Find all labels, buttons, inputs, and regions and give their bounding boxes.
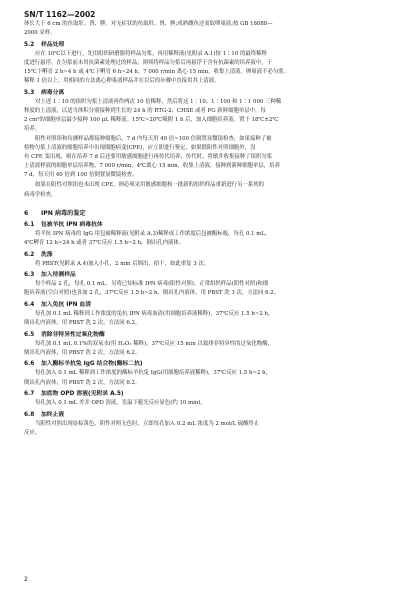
section-title: 消除非特异性过氧化物酶 — [41, 331, 105, 338]
paragraph-line: 对上述 1∶10 的组织匀浆上清液再作两次 10 倍稀释，然后将这 1∶10、1∶100 和 1∶1 000 三种稀 — [35, 98, 282, 105]
paragraph-line: 将 PBST(见附录 A.4)加入小孔，2 min 后倒出，拍干，如此重复 3 次。 — [35, 260, 210, 267]
section-title: 加底物 OPD 溶液(见附录 A.5) — [41, 391, 124, 398]
paragraph-line: 如果在阳性对照组也未出现 CPE，则必须采用敏感细胞和一批新的组织样品重新进行另一系列的 — [35, 182, 265, 189]
section-title: 洗涤 — [41, 251, 53, 258]
paragraph-line: 4℃孵育 12 h~24 h 或者 37℃反应 1.5 h~2 h，倒出孔内液体。 — [24, 240, 185, 247]
section-title: 加入免抗 IPN 血清 — [41, 302, 92, 309]
paragraph-line: 每孔加入 0.1 mL 差并 OPD 溶液，室温下避光反应显色(约 10 min)。 — [35, 400, 206, 407]
chapter-heading-6 — [24, 209, 388, 219]
paragraph-line: 倒出孔内液体，用 PBST 洗 2 次，方法同 6.2。 — [24, 320, 141, 327]
paragraph-line: 有 CPE 变出现，则在培养 7 d 后还要用敏感细胞进行再传代培养，传代时，将敏井收集接种了组织匀浆 — [24, 154, 273, 161]
paragraph-line: 将羊抗 IPN 病毒的 IgG 用包被稀释液(见附录 A.3)稀释成工作浓度后包被酶标板，每孔 0.1 mL， — [35, 231, 271, 238]
section-heading-6-1 — [24, 221, 388, 230]
section-number: 6.7 — [24, 391, 35, 398]
section-title: 加入待测样品 — [41, 272, 76, 279]
paragraph-line: 稀释 1 倍以上。用相同的方法离心卵巢液样品并在以后的步骤中直接用其上清液。 — [24, 77, 220, 84]
section-title: 样品处理 — [41, 41, 65, 48]
paragraph-line: 培养。 — [24, 125, 41, 132]
paragraph-line: 度进行悬浮。在匀浆前未用抗菌素处理过的样品，则须将样品匀浆后再悬浮于含有抗菌素的培养液中，于 — [24, 59, 272, 66]
section-number: 5.2 — [24, 41, 35, 48]
section-heading-5-3 — [24, 89, 388, 98]
paragraph-line: 应在 10℃以下进行。先用组织研磨器将样品匀浆。再用稀释液(见附录 A.1)按 1∶10 的最终稀释 — [35, 50, 267, 57]
paragraph-line: 阳性对照组和待测样品都接种细胞后，7 d 内每天用 40 倍~100 倍倒置显微镜检查，如果接种了被 — [35, 135, 272, 142]
running-header: SN/T 1162—2002 — [24, 10, 96, 19]
section-number: 6.6 — [24, 361, 35, 368]
chapter-title: IPN 病毒的鉴定 — [41, 209, 86, 217]
paragraph-line: 7 d，每天用 40 倍到 100 倍倒置显微镜检查。 — [24, 172, 138, 179]
section-title: 加入酶标羊抗兔 IgG 结合物(酶标二抗) — [41, 361, 143, 368]
section-heading-5-2 — [24, 41, 388, 50]
paragraph-line: 释度的上清液，以适当体积分别接种到生长的 24 h 的 RTG-2、CHSE 或者 PG 新鲜细胞单层中，每 — [24, 107, 266, 114]
section-number: 6.1 — [24, 222, 35, 229]
paragraph-line: 病毒学检查。 — [24, 191, 57, 198]
section-heading-6-5 — [24, 331, 388, 340]
intro-line-2: 2000 采样。 — [24, 30, 56, 37]
paragraph-line: 检物匀浆上清液的细胞培养中出现细胞病变(CPE)，应立即进行鉴定，如果除阳性对照细胞外，没 — [24, 145, 256, 152]
page-number: 2 — [24, 576, 28, 583]
section-title: 包被羊抗 IPN 病毒抗体 — [41, 222, 103, 229]
paragraph-line: 2 cm²的细胞单层最少接种 100 μL 稀释液。15℃~20℃吸附 1 h 后，加入细胞培养液。置于 18℃±2℃ — [24, 116, 279, 123]
paragraph-line: 每孔加 0.1 mL 稀释到工作浓度的兔抗 IPN 病毒血清(用细胞培养液稀释)，37℃反应 1.5 h~2 h， — [35, 311, 274, 318]
section-heading-6-7 — [24, 390, 388, 399]
section-heading-6-4 — [24, 301, 388, 310]
section-heading-6-6 — [24, 360, 388, 369]
paragraph-line: 倒出孔内液体，用 PBST 洗 2 次，方法同 6.2。 — [24, 349, 141, 356]
paragraph-line: 15℃下孵育 2 h~4 h 或 4℃下孵育 6 h~24 h。7 000 r/min 离心 15 min。收集上清液。卵巢液不必匀浆。 — [24, 68, 290, 75]
paragraph-line: 倒出孔内液体，用 PBST 洗 2 次，方法同 6.2。 — [24, 379, 141, 386]
paragraph-line: 每孔加 0.1 mL 0.1%的双氧水(用 H₂O₂ 稀释)，37℃反应 15 min 以致排非特异性的过氧化物酶， — [35, 340, 273, 347]
section-heading-6-3 — [24, 271, 388, 280]
section-title: 加终止液 — [41, 411, 65, 418]
paragraph-line: 胞培养液(空白对照)也各加 2 孔，37℃反应 1.5 h~2 h，倒出孔内液体，用 PBST 洗 3 次，方法同 6.2。 — [24, 290, 280, 297]
section-number: 6.3 — [24, 272, 35, 279]
section-heading-6-8 — [24, 411, 388, 420]
section-number: 6.5 — [24, 331, 35, 338]
section-title: 病毒分离 — [41, 89, 65, 96]
paragraph-line: 反应。 — [24, 429, 41, 436]
intro-line-1: 体长大于 6 cm 的鱼取肝、肾、脾。对无症状的鱼取肝、肾、脾;成熟雌鱼还需取卵巢液;按 GB 18088— — [24, 21, 273, 27]
section-number: 6.2 — [24, 251, 35, 258]
section-heading-6-2 — [24, 251, 388, 260]
section-number: 5.3 — [24, 89, 35, 96]
section-number: 6.4 — [24, 302, 35, 309]
paragraph-line: 每孔加入 0.1 mL 稀释到工作浓度的酶标羊抗兔 IgG(用细胞培养液稀释)，37℃反应 1.5 h~2 h， — [35, 370, 272, 377]
section-number: 6.8 — [24, 411, 35, 418]
paragraph-line: 每个样品 2 孔，每孔 0.1 mL。另将已知标准 IPN 病毒(阳性对照)、正常组织样品(阴性对照)和细 — [35, 281, 269, 288]
chapter-number: 6 — [24, 209, 29, 217]
paragraph-line: 上清液样液的细胞单层培养物，7 000 r/min，4℃离心 15 min，收集上清液，接种到新鲜细胞单层，培养 — [24, 163, 280, 170]
paragraph-line: 当阳性对照出现显棕黄色，阴性对照无色时，立即每孔加入 0.2 mL 浓度为 2 mol/L 硫酸终止 — [35, 420, 260, 427]
